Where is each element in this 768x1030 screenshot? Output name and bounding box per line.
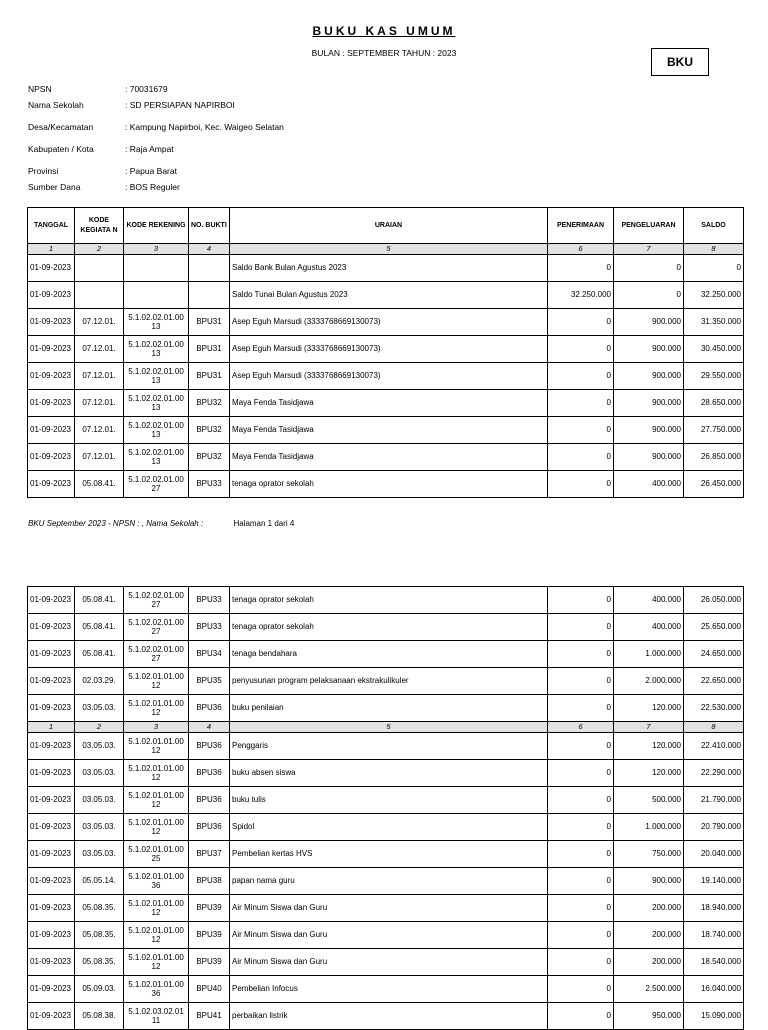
cell-kode-kegiatan: 05.08.41.: [75, 641, 124, 668]
header-saldo: SALDO: [684, 208, 744, 244]
cell-penerimaan: 0: [548, 255, 614, 282]
cell-kode-kegiatan: [75, 255, 124, 282]
cell-tanggal: 01-09-2023: [28, 976, 75, 1003]
cell-tanggal: 01-09-2023: [28, 787, 75, 814]
cell-kode-rekening: 5.1.02.02.01.00 13: [124, 390, 189, 417]
cell-kode-kegiatan: 07.12.01.: [75, 444, 124, 471]
cell-tanggal: 01-09-2023: [28, 309, 75, 336]
cell-tanggal: 01-09-2023: [28, 336, 75, 363]
cell-uraian: buku penilaian: [230, 695, 548, 722]
cell-no-bukti: [189, 282, 230, 309]
cell-penerimaan: 0: [548, 587, 614, 614]
cell-saldo: 16.040.000: [684, 976, 744, 1003]
cell-kode-kegiatan: 03.05.03.: [75, 841, 124, 868]
cell-tanggal: 01-09-2023: [28, 841, 75, 868]
cell-saldo: 18.540.000: [684, 949, 744, 976]
column-number: 5: [230, 244, 548, 255]
cell-kode-kegiatan: 05.09.03.: [75, 976, 124, 1003]
cell-penerimaan: 0: [548, 614, 614, 641]
cell-saldo: 27.750.000: [684, 417, 744, 444]
info-label: Sumber Dana: [28, 182, 81, 192]
info-label: Nama Sekolah: [28, 100, 84, 110]
cell-tanggal: 01-09-2023: [28, 255, 75, 282]
info-label: Kabupaten / Kota: [28, 144, 94, 154]
table-row: [28, 868, 744, 895]
table-row: [28, 444, 744, 471]
cell-kode-kegiatan: 05.08.41.: [75, 471, 124, 498]
cell-penerimaan: 0: [548, 949, 614, 976]
info-label: NPSN: [28, 84, 52, 94]
table-row: [28, 309, 744, 336]
cell-saldo: 24.650.000: [684, 641, 744, 668]
page-footer: [28, 519, 294, 528]
cell-penerimaan: 0: [548, 895, 614, 922]
cell-saldo: 18.940.000: [684, 895, 744, 922]
cell-uraian: Asep Eguh Marsudi (3333768669130073): [230, 336, 548, 363]
cell-kode-kegiatan: 03.05.03.: [75, 814, 124, 841]
cell-kode-rekening: 5.1.02.01.01.00 12: [124, 895, 189, 922]
cell-kode-rekening: 5.1.02.01.01.00 12: [124, 787, 189, 814]
cell-uraian: Asep Eguh Marsudi (3333768669130073): [230, 309, 548, 336]
column-number: 2: [75, 722, 124, 733]
cell-no-bukti: BPU33: [189, 471, 230, 498]
cell-pengeluaran: 2.500.000: [614, 976, 684, 1003]
cell-pengeluaran: 120.000: [614, 733, 684, 760]
cell-kode-kegiatan: 07.12.01.: [75, 336, 124, 363]
cell-penerimaan: 0: [548, 787, 614, 814]
cell-pengeluaran: 200.000: [614, 895, 684, 922]
cell-saldo: 21.790.000: [684, 787, 744, 814]
cell-uraian: Air Minum Siswa dan Guru: [230, 922, 548, 949]
cell-no-bukti: BPU36: [189, 787, 230, 814]
cell-tanggal: 01-09-2023: [28, 695, 75, 722]
cell-saldo: 32.250.000: [684, 282, 744, 309]
cell-penerimaan: 0: [548, 695, 614, 722]
cell-kode-kegiatan: 03.05.03.: [75, 695, 124, 722]
cell-penerimaan: 0: [548, 976, 614, 1003]
cell-uraian: Pembelian kertas HVS: [230, 841, 548, 868]
cell-uraian: tenaga oprator sekolah: [230, 471, 548, 498]
cell-uraian: Maya Fenda Tasidjawa: [230, 390, 548, 417]
cell-kode-kegiatan: 07.12.01.: [75, 363, 124, 390]
table-row: [28, 614, 744, 641]
cell-uraian: papan nama guru: [230, 868, 548, 895]
document-title: BUKU KAS UMUM: [312, 24, 456, 38]
cell-pengeluaran: 0: [614, 282, 684, 309]
table-row: [28, 976, 744, 1003]
cell-kode-kegiatan: 03.05.03.: [75, 787, 124, 814]
column-number: 2: [75, 244, 124, 255]
cell-kode-kegiatan: 05.08.41.: [75, 614, 124, 641]
cell-uraian: Saldo Tunai Bulan Agustus 2023: [230, 282, 548, 309]
bku-table-page-1: [27, 207, 744, 498]
cell-saldo: 29.550.000: [684, 363, 744, 390]
cell-tanggal: 01-09-2023: [28, 417, 75, 444]
cell-uraian: tenaga oprator sekolah: [230, 587, 548, 614]
info-value: : Papua Barat: [125, 166, 177, 176]
header-kode-rekening: KODE REKENING: [124, 208, 189, 244]
column-number: 4: [189, 722, 230, 733]
cell-no-bukti: BPU38: [189, 868, 230, 895]
table-row: [28, 814, 744, 841]
cell-kode-rekening: 5.1.02.01.01.00 36: [124, 868, 189, 895]
cell-penerimaan: 32.250.000: [548, 282, 614, 309]
cell-no-bukti: BPU41: [189, 1003, 230, 1030]
column-number: 3: [124, 722, 189, 733]
cell-no-bukti: BPU36: [189, 733, 230, 760]
cell-penerimaan: 0: [548, 363, 614, 390]
cell-pengeluaran: 120.000: [614, 695, 684, 722]
cell-kode-rekening: [124, 282, 189, 309]
table-row: [28, 363, 744, 390]
cell-tanggal: 01-09-2023: [28, 363, 75, 390]
cell-no-bukti: BPU33: [189, 587, 230, 614]
cell-saldo: 28.650.000: [684, 390, 744, 417]
cell-saldo: 30.450.000: [684, 336, 744, 363]
table-row: [28, 949, 744, 976]
cell-kode-rekening: 5.1.02.01.01.00 12: [124, 760, 189, 787]
info-value: : 70031679: [125, 84, 168, 94]
cell-saldo: 22.290.000: [684, 760, 744, 787]
table-row: [28, 471, 744, 498]
cell-kode-rekening: 5.1.02.01.01.00 12: [124, 922, 189, 949]
cell-kode-rekening: 5.1.02.02.01.00 13: [124, 336, 189, 363]
cell-saldo: 18.740.000: [684, 922, 744, 949]
cell-no-bukti: BPU39: [189, 949, 230, 976]
cell-uraian: Penggaris: [230, 733, 548, 760]
cell-no-bukti: BPU31: [189, 363, 230, 390]
cell-kode-rekening: 5.1.02.01.01.00 36: [124, 976, 189, 1003]
header-kode-kegiatan: KODE KEGIATA N: [75, 208, 124, 244]
cell-no-bukti: BPU36: [189, 814, 230, 841]
cell-tanggal: 01-09-2023: [28, 471, 75, 498]
cell-kode-rekening: 5.1.02.01.01.00 12: [124, 695, 189, 722]
table-row: [28, 641, 744, 668]
cell-pengeluaran: 750.000: [614, 841, 684, 868]
header-penerimaan: PENERIMAAN: [548, 208, 614, 244]
cell-no-bukti: BPU36: [189, 760, 230, 787]
table-row: [28, 390, 744, 417]
cell-penerimaan: 0: [548, 390, 614, 417]
cell-pengeluaran: 400.000: [614, 471, 684, 498]
cell-tanggal: 01-09-2023: [28, 390, 75, 417]
cell-kode-kegiatan: 05.08.38.: [75, 1003, 124, 1030]
cell-pengeluaran: 400.000: [614, 587, 684, 614]
cell-uraian: Spidol: [230, 814, 548, 841]
info-label: Provinsi: [28, 166, 59, 176]
cell-tanggal: 01-09-2023: [28, 814, 75, 841]
header-uraian: URAIAN: [230, 208, 548, 244]
cell-tanggal: 01-09-2023: [28, 922, 75, 949]
cell-tanggal: 01-09-2023: [28, 868, 75, 895]
cell-kode-rekening: 5.1.02.02.01.00 13: [124, 309, 189, 336]
cell-kode-rekening: 5.1.02.02.01.00 27: [124, 587, 189, 614]
cell-pengeluaran: 120.000: [614, 760, 684, 787]
cell-kode-kegiatan: 05.08.41.: [75, 587, 124, 614]
cell-saldo: 15.090.000: [684, 1003, 744, 1030]
table-row: [28, 733, 744, 760]
cell-pengeluaran: 0: [614, 255, 684, 282]
cell-no-bukti: BPU39: [189, 922, 230, 949]
column-number: 1: [28, 244, 75, 255]
cell-pengeluaran: 900.000: [614, 417, 684, 444]
cell-tanggal: 01-09-2023: [28, 895, 75, 922]
cell-saldo: 26.450.000: [684, 471, 744, 498]
cell-saldo: 22.650.000: [684, 668, 744, 695]
cell-tanggal: 01-09-2023: [28, 733, 75, 760]
header-no-bukti: NO. BUKTI: [189, 208, 230, 244]
cell-uraian: tenaga oprator sekolah: [230, 614, 548, 641]
cell-tanggal: 01-09-2023: [28, 641, 75, 668]
info-value: : Raja Ampat: [125, 144, 174, 154]
cell-no-bukti: BPU31: [189, 336, 230, 363]
cell-kode-kegiatan: [75, 282, 124, 309]
cell-penerimaan: 0: [548, 417, 614, 444]
column-number: 8: [684, 244, 744, 255]
cell-uraian: Pembelian Infocus: [230, 976, 548, 1003]
cell-tanggal: 01-09-2023: [28, 444, 75, 471]
table-row: [28, 282, 744, 309]
column-number: 8: [684, 722, 744, 733]
cell-pengeluaran: 200.000: [614, 949, 684, 976]
column-number: 4: [189, 244, 230, 255]
table-row: [28, 336, 744, 363]
header-row: [28, 208, 744, 244]
cell-kode-kegiatan: 07.12.01.: [75, 390, 124, 417]
cell-penerimaan: 0: [548, 336, 614, 363]
column-number: 3: [124, 244, 189, 255]
cell-kode-rekening: 5.1.02.02.01.00 27: [124, 471, 189, 498]
cell-saldo: 26.050.000: [684, 587, 744, 614]
cell-tanggal: 01-09-2023: [28, 282, 75, 309]
cell-penerimaan: 0: [548, 841, 614, 868]
cell-saldo: 25.650.000: [684, 614, 744, 641]
cell-kode-kegiatan: 02.03.29.: [75, 668, 124, 695]
cell-uraian: Air Minum Siswa dan Guru: [230, 895, 548, 922]
cell-saldo: 31.350.000: [684, 309, 744, 336]
cell-saldo: 20.790.000: [684, 814, 744, 841]
column-number-row: [28, 244, 744, 255]
info-value: : Kampung Napirboi, Kec. Waigeo Selatan: [125, 122, 284, 132]
info-value: : BOS Reguler: [125, 182, 180, 192]
column-number: 6: [548, 722, 614, 733]
cell-penerimaan: 0: [548, 814, 614, 841]
cell-pengeluaran: 900.000: [614, 363, 684, 390]
cell-kode-rekening: [124, 255, 189, 282]
cell-pengeluaran: 900.000: [614, 444, 684, 471]
cell-kode-rekening: 5.1.02.01.01.00 12: [124, 733, 189, 760]
cell-kode-kegiatan: 07.12.01.: [75, 417, 124, 444]
cell-pengeluaran: 200.000: [614, 922, 684, 949]
cell-tanggal: 01-09-2023: [28, 949, 75, 976]
column-number: 5: [230, 722, 548, 733]
document-subtitle: BULAN : SEPTEMBER TAHUN : 2023: [311, 48, 457, 58]
cell-uraian: Maya Fenda Tasidjawa: [230, 444, 548, 471]
table-row: [28, 760, 744, 787]
column-number: 6: [548, 244, 614, 255]
cell-saldo: 22.410.000: [684, 733, 744, 760]
column-number: 1: [28, 722, 75, 733]
cell-pengeluaran: 900.000: [614, 336, 684, 363]
cell-uraian: Air Minum Siswa dan Guru: [230, 949, 548, 976]
column-number: 7: [614, 244, 684, 255]
cell-penerimaan: 0: [548, 668, 614, 695]
cell-saldo: 26.850.000: [684, 444, 744, 471]
footer-page-number: Halaman 1 dari 4: [233, 519, 295, 528]
cell-kode-rekening: 5.1.02.02.01.00 13: [124, 444, 189, 471]
cell-saldo: 22.530.000: [684, 695, 744, 722]
cell-kode-rekening: 5.1.02.02.01.00 13: [124, 417, 189, 444]
cell-uraian: buku absen siswa: [230, 760, 548, 787]
cell-saldo: 20.040.000: [684, 841, 744, 868]
cell-kode-kegiatan: 05.05.14.: [75, 868, 124, 895]
cell-penerimaan: 0: [548, 733, 614, 760]
cell-no-bukti: BPU40: [189, 976, 230, 1003]
cell-penerimaan: 0: [548, 444, 614, 471]
cell-pengeluaran: 900.000: [614, 309, 684, 336]
cell-penerimaan: 0: [548, 760, 614, 787]
cell-pengeluaran: 900.000: [614, 868, 684, 895]
cell-no-bukti: BPU32: [189, 444, 230, 471]
footer-text: BKU September 2023 - NPSN : , Nama Sekolah :: [28, 519, 204, 528]
cell-tanggal: 01-09-2023: [28, 1003, 75, 1030]
cell-kode-kegiatan: 05.08.35.: [75, 895, 124, 922]
cell-kode-rekening: 5.1.02.02.01.00 27: [124, 614, 189, 641]
cell-kode-kegiatan: 03.05.03.: [75, 733, 124, 760]
header-pengeluaran: PENGELUARAN: [614, 208, 684, 244]
table-row: [28, 695, 744, 722]
cell-no-bukti: BPU39: [189, 895, 230, 922]
cell-uraian: Asep Eguh Marsudi (3333768669130073): [230, 363, 548, 390]
table-row: [28, 787, 744, 814]
table-row: [28, 922, 744, 949]
table-row: [28, 668, 744, 695]
cell-kode-rekening: 5.1.02.02.01.00 27: [124, 641, 189, 668]
cell-pengeluaran: 500.000: [614, 787, 684, 814]
cell-kode-rekening: 5.1.02.01.01.00 12: [124, 814, 189, 841]
table-row: [28, 587, 744, 614]
cell-pengeluaran: 2.000.000: [614, 668, 684, 695]
cell-kode-kegiatan: 05.08.35.: [75, 949, 124, 976]
cell-kode-kegiatan: 07.12.01.: [75, 309, 124, 336]
cell-penerimaan: 0: [548, 471, 614, 498]
info-value: : SD PERSIAPAN NAPIRBOI: [125, 100, 235, 110]
cell-kode-rekening: 5.1.02.02.01.00 13: [124, 363, 189, 390]
cell-uraian: Saldo Bank Bulan Agustus 2023: [230, 255, 548, 282]
cell-penerimaan: 0: [548, 641, 614, 668]
cell-kode-kegiatan: 05.08.35.: [75, 922, 124, 949]
cell-kode-kegiatan: 03.05.03.: [75, 760, 124, 787]
table-row: [28, 895, 744, 922]
cell-penerimaan: 0: [548, 1003, 614, 1030]
cell-tanggal: 01-09-2023: [28, 614, 75, 641]
table-row: [28, 417, 744, 444]
column-number-row: [28, 722, 744, 733]
column-number: 7: [614, 722, 684, 733]
bku-table-page-2: [27, 586, 744, 1030]
header-tanggal: TANGGAL: [28, 208, 75, 244]
cell-pengeluaran: 1.000.000: [614, 814, 684, 841]
cell-saldo: 19.140.000: [684, 868, 744, 895]
cell-no-bukti: BPU35: [189, 668, 230, 695]
info-label: Desa/Kecamatan: [28, 122, 94, 132]
cell-uraian: buku tulis: [230, 787, 548, 814]
cell-no-bukti: BPU37: [189, 841, 230, 868]
cell-kode-rekening: 5.1.02.01.01.00 12: [124, 668, 189, 695]
cell-tanggal: 01-09-2023: [28, 668, 75, 695]
cell-no-bukti: BPU36: [189, 695, 230, 722]
table-row: [28, 841, 744, 868]
cell-pengeluaran: 950.000: [614, 1003, 684, 1030]
cell-pengeluaran: 900.000: [614, 390, 684, 417]
cell-no-bukti: BPU33: [189, 614, 230, 641]
cell-pengeluaran: 400.000: [614, 614, 684, 641]
cell-uraian: perbaikan listrik: [230, 1003, 548, 1030]
cell-pengeluaran: 1.000.000: [614, 641, 684, 668]
cell-kode-rekening: 5.1.02.01.01.00 12: [124, 949, 189, 976]
cell-tanggal: 01-09-2023: [28, 587, 75, 614]
cell-no-bukti: [189, 255, 230, 282]
cell-kode-rekening: 5.1.02.01.01.00 25: [124, 841, 189, 868]
cell-no-bukti: BPU34: [189, 641, 230, 668]
bku-badge: BKU: [651, 48, 709, 76]
cell-no-bukti: BPU32: [189, 390, 230, 417]
cell-uraian: tenaga bendahara: [230, 641, 548, 668]
cell-saldo: 0: [684, 255, 744, 282]
cell-tanggal: 01-09-2023: [28, 760, 75, 787]
cell-uraian: penyusunan program pelaksanaan ekstrakulikuler: [230, 668, 548, 695]
cell-penerimaan: 0: [548, 868, 614, 895]
cell-penerimaan: 0: [548, 309, 614, 336]
cell-penerimaan: 0: [548, 922, 614, 949]
cell-kode-rekening: 5.1.02.03.02.01 11: [124, 1003, 189, 1030]
cell-uraian: Maya Fenda Tasidjawa: [230, 417, 548, 444]
cell-no-bukti: BPU32: [189, 417, 230, 444]
table-row: [28, 1003, 744, 1030]
cell-no-bukti: BPU31: [189, 309, 230, 336]
table-row: [28, 255, 744, 282]
